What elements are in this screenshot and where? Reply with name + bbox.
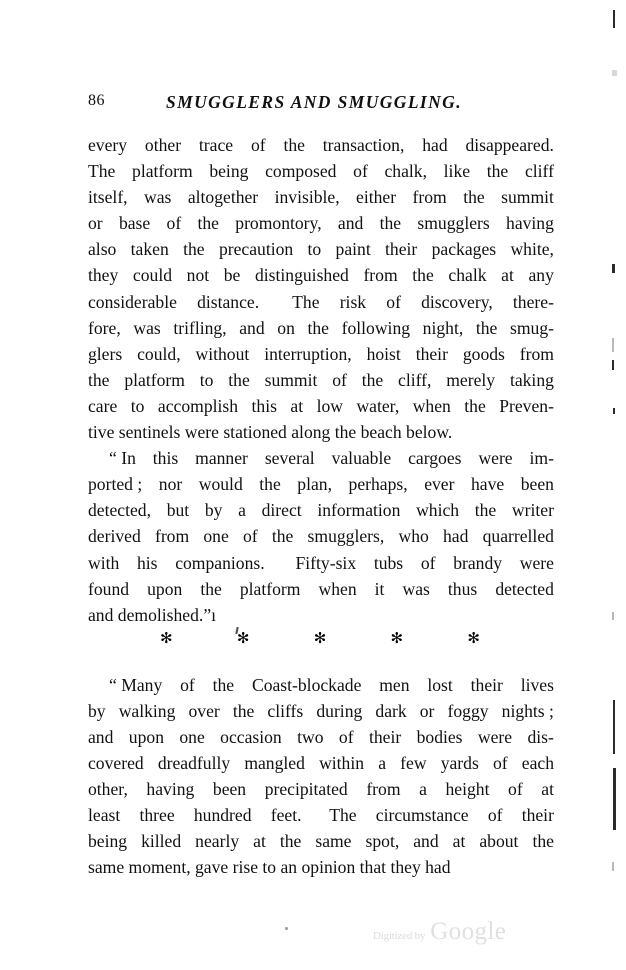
paragraph xyxy=(88,445,554,628)
word: hoist xyxy=(366,343,401,364)
scan-edge-artifact xyxy=(613,10,615,28)
word: care xyxy=(88,395,118,416)
word: perhaps, xyxy=(348,474,408,495)
word: were xyxy=(519,552,554,573)
word: paint xyxy=(335,239,371,260)
text-line xyxy=(88,576,554,602)
word: Fifty-six xyxy=(282,552,357,573)
word: were xyxy=(477,726,513,747)
word: to xyxy=(130,395,145,416)
text-line xyxy=(88,750,554,776)
digitization-watermark xyxy=(373,918,506,946)
word: Coast-blockade xyxy=(251,674,362,695)
word: his xyxy=(136,552,158,573)
word: the xyxy=(412,265,434,286)
word: trace xyxy=(198,135,234,155)
word: base xyxy=(118,213,151,234)
word: interruption, xyxy=(264,343,352,364)
word: bodies xyxy=(416,726,463,747)
word: each xyxy=(521,753,554,774)
word: detected, xyxy=(88,500,152,521)
word: upon xyxy=(147,578,183,599)
word: risk xyxy=(339,291,367,312)
word: one xyxy=(203,526,229,547)
word: same xyxy=(315,831,352,852)
text-block xyxy=(88,132,554,881)
word: least xyxy=(88,805,121,826)
word: merely xyxy=(446,369,496,390)
running-title: SMUGGLERS AND SMUGGLING. xyxy=(166,92,462,112)
word: platform xyxy=(239,578,301,599)
word: at xyxy=(253,831,266,852)
word: lost xyxy=(427,674,453,695)
word: was xyxy=(133,317,161,338)
word: composed xyxy=(265,161,337,182)
word: considerable xyxy=(88,291,177,312)
text-line xyxy=(88,341,554,367)
word: from xyxy=(154,526,190,547)
scan-edge-artifact xyxy=(612,70,617,76)
word: smug- xyxy=(510,317,554,338)
word: could xyxy=(132,265,173,286)
word: their xyxy=(368,726,402,747)
word: water, xyxy=(356,395,400,416)
word: the xyxy=(183,239,205,260)
asterisk-mark: ✻ xyxy=(390,631,404,647)
word: there- xyxy=(512,291,554,312)
word: on xyxy=(277,317,295,338)
word: precipitated xyxy=(264,779,348,800)
word: at xyxy=(452,831,466,852)
text-line xyxy=(88,523,554,549)
word: the xyxy=(212,674,235,695)
word: platform xyxy=(132,161,193,182)
text-line xyxy=(88,724,554,750)
word: and xyxy=(88,726,114,747)
word: spot, xyxy=(365,831,400,852)
word: every xyxy=(88,135,128,155)
word: during xyxy=(316,700,363,721)
scan-edge-artifact xyxy=(613,768,616,830)
word: by xyxy=(204,500,223,521)
word: a xyxy=(378,753,386,774)
word: of xyxy=(353,161,368,182)
word: at xyxy=(501,265,514,286)
text-line xyxy=(88,602,554,628)
word: dark xyxy=(375,700,407,721)
word: itself, xyxy=(88,187,128,208)
running-head xyxy=(88,92,554,116)
word: hundred xyxy=(193,805,252,826)
word: the xyxy=(228,369,250,390)
word: cliff, xyxy=(398,369,432,390)
word: altogether xyxy=(187,187,259,208)
word: about xyxy=(479,831,519,852)
word: the xyxy=(464,395,486,416)
word: by xyxy=(88,700,106,721)
word: other xyxy=(144,135,182,155)
word: like xyxy=(443,161,471,182)
text-line xyxy=(88,210,554,236)
word: of xyxy=(420,552,436,573)
word: the xyxy=(474,500,497,521)
word: direct xyxy=(261,500,302,521)
word: detected xyxy=(495,578,554,599)
word: The xyxy=(320,805,357,826)
asterisk-mark: ✻ xyxy=(236,631,250,647)
word: not xyxy=(186,265,210,286)
word: this xyxy=(251,395,277,416)
word: been xyxy=(520,474,554,495)
word: of xyxy=(492,753,508,774)
asterisk-separator xyxy=(160,631,480,647)
word: when xyxy=(318,578,357,599)
word: thus xyxy=(447,578,478,599)
word: from xyxy=(366,779,401,800)
word: cargoes xyxy=(408,448,462,469)
word: manner xyxy=(195,448,248,469)
word: had xyxy=(422,135,448,155)
word: and xyxy=(239,317,265,338)
word: at xyxy=(541,779,554,800)
text-line xyxy=(88,132,554,158)
word: but xyxy=(166,500,190,521)
word: their xyxy=(415,343,448,364)
word: height xyxy=(445,779,490,800)
word: of xyxy=(180,674,195,695)
word: circumstance xyxy=(375,805,469,826)
scan-edge-artifact xyxy=(612,338,614,352)
word: nearly xyxy=(195,831,240,852)
word: having xyxy=(506,213,554,234)
text-line xyxy=(88,828,554,854)
word: dreadfully xyxy=(157,753,231,774)
word: three xyxy=(139,805,175,826)
text-line xyxy=(88,698,554,724)
scan-edge-artifact xyxy=(612,264,615,273)
word: following xyxy=(341,317,411,338)
word: from xyxy=(519,343,554,364)
word: feet. xyxy=(270,805,302,826)
word: covered xyxy=(88,753,144,774)
word: the xyxy=(463,187,485,208)
text-line xyxy=(88,236,554,262)
word: two xyxy=(297,726,324,747)
word: “ Many xyxy=(109,674,163,695)
word: from xyxy=(363,265,398,286)
word: chalk, xyxy=(384,161,427,182)
word: from xyxy=(412,187,447,208)
text-line xyxy=(88,315,554,341)
word: of xyxy=(332,369,347,390)
word: and demolished.”ı xyxy=(88,604,217,625)
word: could, xyxy=(137,343,181,364)
asterisk-mark: ✻ xyxy=(313,631,327,647)
word: Preven- xyxy=(499,395,554,416)
word: their xyxy=(385,239,418,260)
word: a xyxy=(238,500,246,521)
word: plan, xyxy=(297,474,332,495)
word: who xyxy=(398,526,429,547)
text-line xyxy=(88,289,554,315)
word: also xyxy=(88,239,117,260)
word: writer xyxy=(511,500,554,521)
watermark-brand: Google xyxy=(430,918,507,945)
word: men xyxy=(379,674,410,695)
word: with xyxy=(88,552,120,573)
word: of xyxy=(508,779,523,800)
word: smugglers xyxy=(417,213,490,234)
word: nights ; xyxy=(501,700,554,721)
word: cliffs xyxy=(267,700,304,721)
word: lives xyxy=(520,674,554,695)
word: taken xyxy=(130,239,169,260)
word: same moment, gave rise to an opinion that they had xyxy=(88,857,451,878)
word: promontory, xyxy=(235,213,322,234)
word: companions. xyxy=(175,552,265,573)
word: of xyxy=(338,726,354,747)
text-line xyxy=(88,445,554,471)
word: The xyxy=(279,291,320,312)
word: distance. xyxy=(197,291,260,312)
text-line xyxy=(88,854,554,880)
word: the xyxy=(361,369,384,390)
word: was xyxy=(144,187,172,208)
word: yards xyxy=(440,753,479,774)
word: transaction, xyxy=(322,135,405,155)
word: quarrelled xyxy=(482,526,554,547)
watermark-prefix: Digitized by xyxy=(373,930,426,942)
word: few xyxy=(400,753,427,774)
word: platform xyxy=(124,369,185,390)
word: was xyxy=(402,578,430,599)
word: of xyxy=(166,213,182,234)
word: cliff xyxy=(524,161,554,182)
word: being xyxy=(209,161,249,182)
scan-dot-artifact xyxy=(285,927,288,930)
word: dis- xyxy=(527,726,554,747)
text-line xyxy=(88,802,554,828)
text-line xyxy=(88,497,554,523)
word: of xyxy=(250,135,266,155)
word: the xyxy=(271,526,294,547)
word: “ In xyxy=(109,448,136,469)
word: valuable xyxy=(331,448,392,469)
word: of xyxy=(386,291,401,312)
word: nor xyxy=(158,474,183,495)
word: or xyxy=(88,213,103,234)
scan-edge-artifact xyxy=(612,360,614,370)
word: their xyxy=(470,674,503,695)
word: the xyxy=(197,213,219,234)
word: brandy xyxy=(453,552,503,573)
scan-edge-artifact xyxy=(612,612,614,620)
text-line xyxy=(88,367,554,393)
word: and xyxy=(337,213,364,234)
word: their xyxy=(521,805,554,826)
word: killed xyxy=(141,831,182,852)
word: any xyxy=(528,265,554,286)
text-line xyxy=(88,672,554,698)
word: a xyxy=(419,779,427,800)
text-line xyxy=(88,419,554,445)
text-line xyxy=(88,184,554,210)
word: the xyxy=(259,474,281,495)
word: be xyxy=(223,265,241,286)
word: the xyxy=(200,578,222,599)
word: of xyxy=(242,526,258,547)
word: of xyxy=(487,805,503,826)
word: have xyxy=(471,474,505,495)
word: the xyxy=(307,317,329,338)
word: which xyxy=(416,500,460,521)
word: found xyxy=(88,578,130,599)
word: the xyxy=(88,369,110,390)
word: upon xyxy=(128,726,164,747)
word: foggy xyxy=(447,700,489,721)
word: having xyxy=(146,779,195,800)
page-number: 86 xyxy=(88,92,105,109)
word: smugglers, xyxy=(307,526,385,547)
word: they xyxy=(88,265,119,286)
word: without xyxy=(195,343,250,364)
word: im- xyxy=(529,448,554,469)
word: accomplish xyxy=(157,395,239,416)
word: goods xyxy=(462,343,505,364)
word: within xyxy=(319,753,365,774)
word: the xyxy=(532,831,554,852)
text-line xyxy=(88,158,554,184)
text-line xyxy=(88,262,554,288)
word: the xyxy=(486,161,509,182)
scan-edge-artifact xyxy=(613,700,615,754)
asterisk-mark: ✻ xyxy=(467,631,480,647)
word: glers xyxy=(88,343,123,364)
word: to xyxy=(199,369,214,390)
word: and xyxy=(413,831,439,852)
word: packages xyxy=(431,239,497,260)
word: ported ; xyxy=(88,474,143,495)
word: either xyxy=(356,187,397,208)
word: were xyxy=(478,448,513,469)
word: invisible, xyxy=(274,187,340,208)
word: summit xyxy=(501,187,554,208)
word: chalk xyxy=(448,265,487,286)
word: when xyxy=(412,395,451,416)
word: disappeared. xyxy=(465,135,554,155)
word: discovery, xyxy=(421,291,493,312)
text-line xyxy=(88,550,554,576)
word: taking xyxy=(509,369,554,390)
word: the xyxy=(279,831,302,852)
word: would xyxy=(198,474,243,495)
text-line xyxy=(88,471,554,497)
word: or xyxy=(419,700,435,721)
word: to xyxy=(307,239,322,260)
word: trifling, xyxy=(173,317,227,338)
word: information xyxy=(317,500,401,521)
word: tive sentinels were stationed along the beach below. xyxy=(88,422,453,443)
paragraph xyxy=(88,672,554,881)
word: precaution xyxy=(218,239,294,260)
word: derived xyxy=(88,526,141,547)
word: distinguished xyxy=(254,265,349,286)
word: the xyxy=(232,700,255,721)
word: The xyxy=(88,161,116,182)
word: been xyxy=(212,779,247,800)
word: the xyxy=(475,317,498,338)
word: night, xyxy=(422,317,464,338)
word: one xyxy=(179,726,205,747)
asterisk-mark: ✻ xyxy=(160,631,173,647)
word: low xyxy=(316,395,343,416)
word: the xyxy=(283,135,305,155)
word: walking xyxy=(118,700,176,721)
word: fore, xyxy=(88,317,121,338)
paragraph xyxy=(88,132,554,445)
word: it xyxy=(374,578,385,599)
word: ever xyxy=(424,474,455,495)
word: over xyxy=(188,700,220,721)
text-line xyxy=(88,776,554,802)
scan-edge-artifact xyxy=(613,408,615,414)
word: had xyxy=(443,526,469,547)
word: at xyxy=(290,395,304,416)
word: white, xyxy=(510,239,554,260)
word: summit xyxy=(264,369,318,390)
word: the xyxy=(379,213,402,234)
word: mangled xyxy=(244,753,305,774)
text-line xyxy=(88,393,554,419)
word: tubs xyxy=(373,552,404,573)
word: several xyxy=(264,448,315,469)
scan-edge-artifact xyxy=(612,862,614,871)
word: being xyxy=(88,831,128,852)
word: occasion xyxy=(220,726,282,747)
word: other, xyxy=(88,779,128,800)
word: this xyxy=(152,448,179,469)
